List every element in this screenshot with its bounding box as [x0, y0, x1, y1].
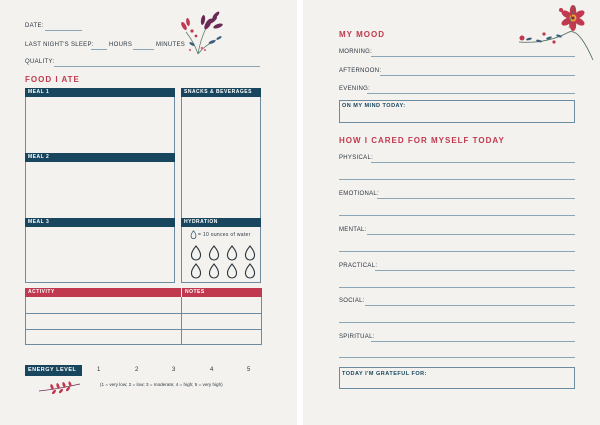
social-line-2[interactable]: [339, 322, 575, 323]
meal3-header: MEAL 3: [25, 218, 175, 227]
physical-line-1[interactable]: [371, 162, 575, 163]
practical-line-1[interactable]: [375, 270, 575, 271]
physical-label: PHYSICAL:: [339, 155, 374, 161]
physical-line-2[interactable]: [339, 179, 575, 180]
emotional-label: EMOTIONAL:: [339, 191, 380, 197]
energy-option-4[interactable]: 4: [210, 367, 214, 373]
flower-branch-icon: [517, 2, 597, 64]
evening-label: EVENING:: [339, 86, 371, 92]
flower-bouquet-icon: [172, 6, 230, 58]
water-drop-8[interactable]: [245, 264, 254, 278]
grateful-label: TODAY I'M GRATEFUL FOR:: [342, 371, 427, 377]
hours-label: HOURS: [109, 42, 133, 48]
water-drop-1[interactable]: [191, 246, 200, 260]
afternoon-label: AFTERNOON:: [339, 68, 382, 74]
meal2-header: MEAL 2: [25, 153, 175, 162]
mental-label: MENTAL:: [339, 227, 367, 233]
evening-line[interactable]: [367, 93, 575, 94]
date-label: DATE:: [25, 23, 44, 29]
sprig-icon: [38, 380, 82, 394]
quality-line[interactable]: [54, 66, 260, 67]
mood-heading: MY MOOD: [339, 30, 385, 39]
sleep-hours-line[interactable]: [91, 49, 107, 50]
water-drop-6[interactable]: [209, 264, 218, 278]
left-page: [0, 0, 297, 425]
energy-option-2[interactable]: 2: [135, 367, 139, 373]
right-page: [303, 0, 600, 425]
emotional-line-1[interactable]: [377, 198, 575, 199]
water-drop-3[interactable]: [227, 246, 236, 260]
hydration-header: HYDRATION: [181, 218, 261, 227]
water-drop-2[interactable]: [209, 246, 218, 260]
morning-label: MORNING:: [339, 49, 373, 55]
water-drops: [191, 245, 257, 279]
activity-divider: [181, 297, 182, 345]
spiritual-line-2[interactable]: [339, 357, 575, 358]
afternoon-line[interactable]: [380, 75, 575, 76]
activity-header: ACTIVITY: [25, 288, 181, 297]
meals-box: [25, 88, 175, 283]
social-line-1[interactable]: [365, 305, 575, 306]
sleep-minutes-line[interactable]: [133, 49, 154, 50]
activity-row-line-1[interactable]: [25, 313, 262, 314]
notes-header: NOTES: [181, 288, 262, 297]
date-line[interactable]: [45, 30, 82, 31]
water-drop-5[interactable]: [191, 264, 200, 278]
sleep-label: LAST NIGHT'S SLEEP:: [25, 42, 94, 48]
energy-option-1[interactable]: 1: [97, 367, 101, 373]
energy-legend: (1 = very low; 2 = low; 3 = moderate; 4 = high; 5 = very high): [100, 382, 223, 387]
minutes-label: MINUTES: [156, 42, 186, 48]
spiritual-label: SPIRITUAL:: [339, 334, 375, 340]
emotional-line-2[interactable]: [339, 215, 575, 216]
cared-heading: HOW I CARED FOR MYSELF TODAY: [339, 136, 505, 145]
mental-line-2[interactable]: [339, 251, 575, 252]
energy-option-5[interactable]: 5: [247, 367, 251, 373]
practical-line-2[interactable]: [339, 287, 575, 288]
energy-level-label: ENERGY LEVEL: [25, 365, 82, 376]
water-note: = 10 ounces of water: [198, 232, 251, 238]
water-drop-icon: [190, 230, 197, 239]
social-label: SOCIAL:: [339, 298, 365, 304]
quality-label: QUALITY:: [25, 59, 55, 65]
water-drop-7[interactable]: [227, 264, 236, 278]
water-drop-4[interactable]: [245, 246, 254, 260]
on-my-mind-label: ON MY MIND TODAY:: [342, 103, 406, 109]
morning-line[interactable]: [371, 56, 575, 57]
activity-row-line-2[interactable]: [25, 329, 262, 330]
spiritual-line-1[interactable]: [371, 341, 575, 342]
mental-line-1[interactable]: [367, 234, 575, 235]
snacks-header: SNACKS & BEVERAGES: [181, 88, 261, 97]
energy-option-3[interactable]: 3: [172, 367, 176, 373]
practical-label: PRACTICAL:: [339, 263, 378, 269]
food-heading: FOOD I ATE: [25, 75, 80, 84]
meal1-header: MEAL 1: [25, 88, 175, 97]
